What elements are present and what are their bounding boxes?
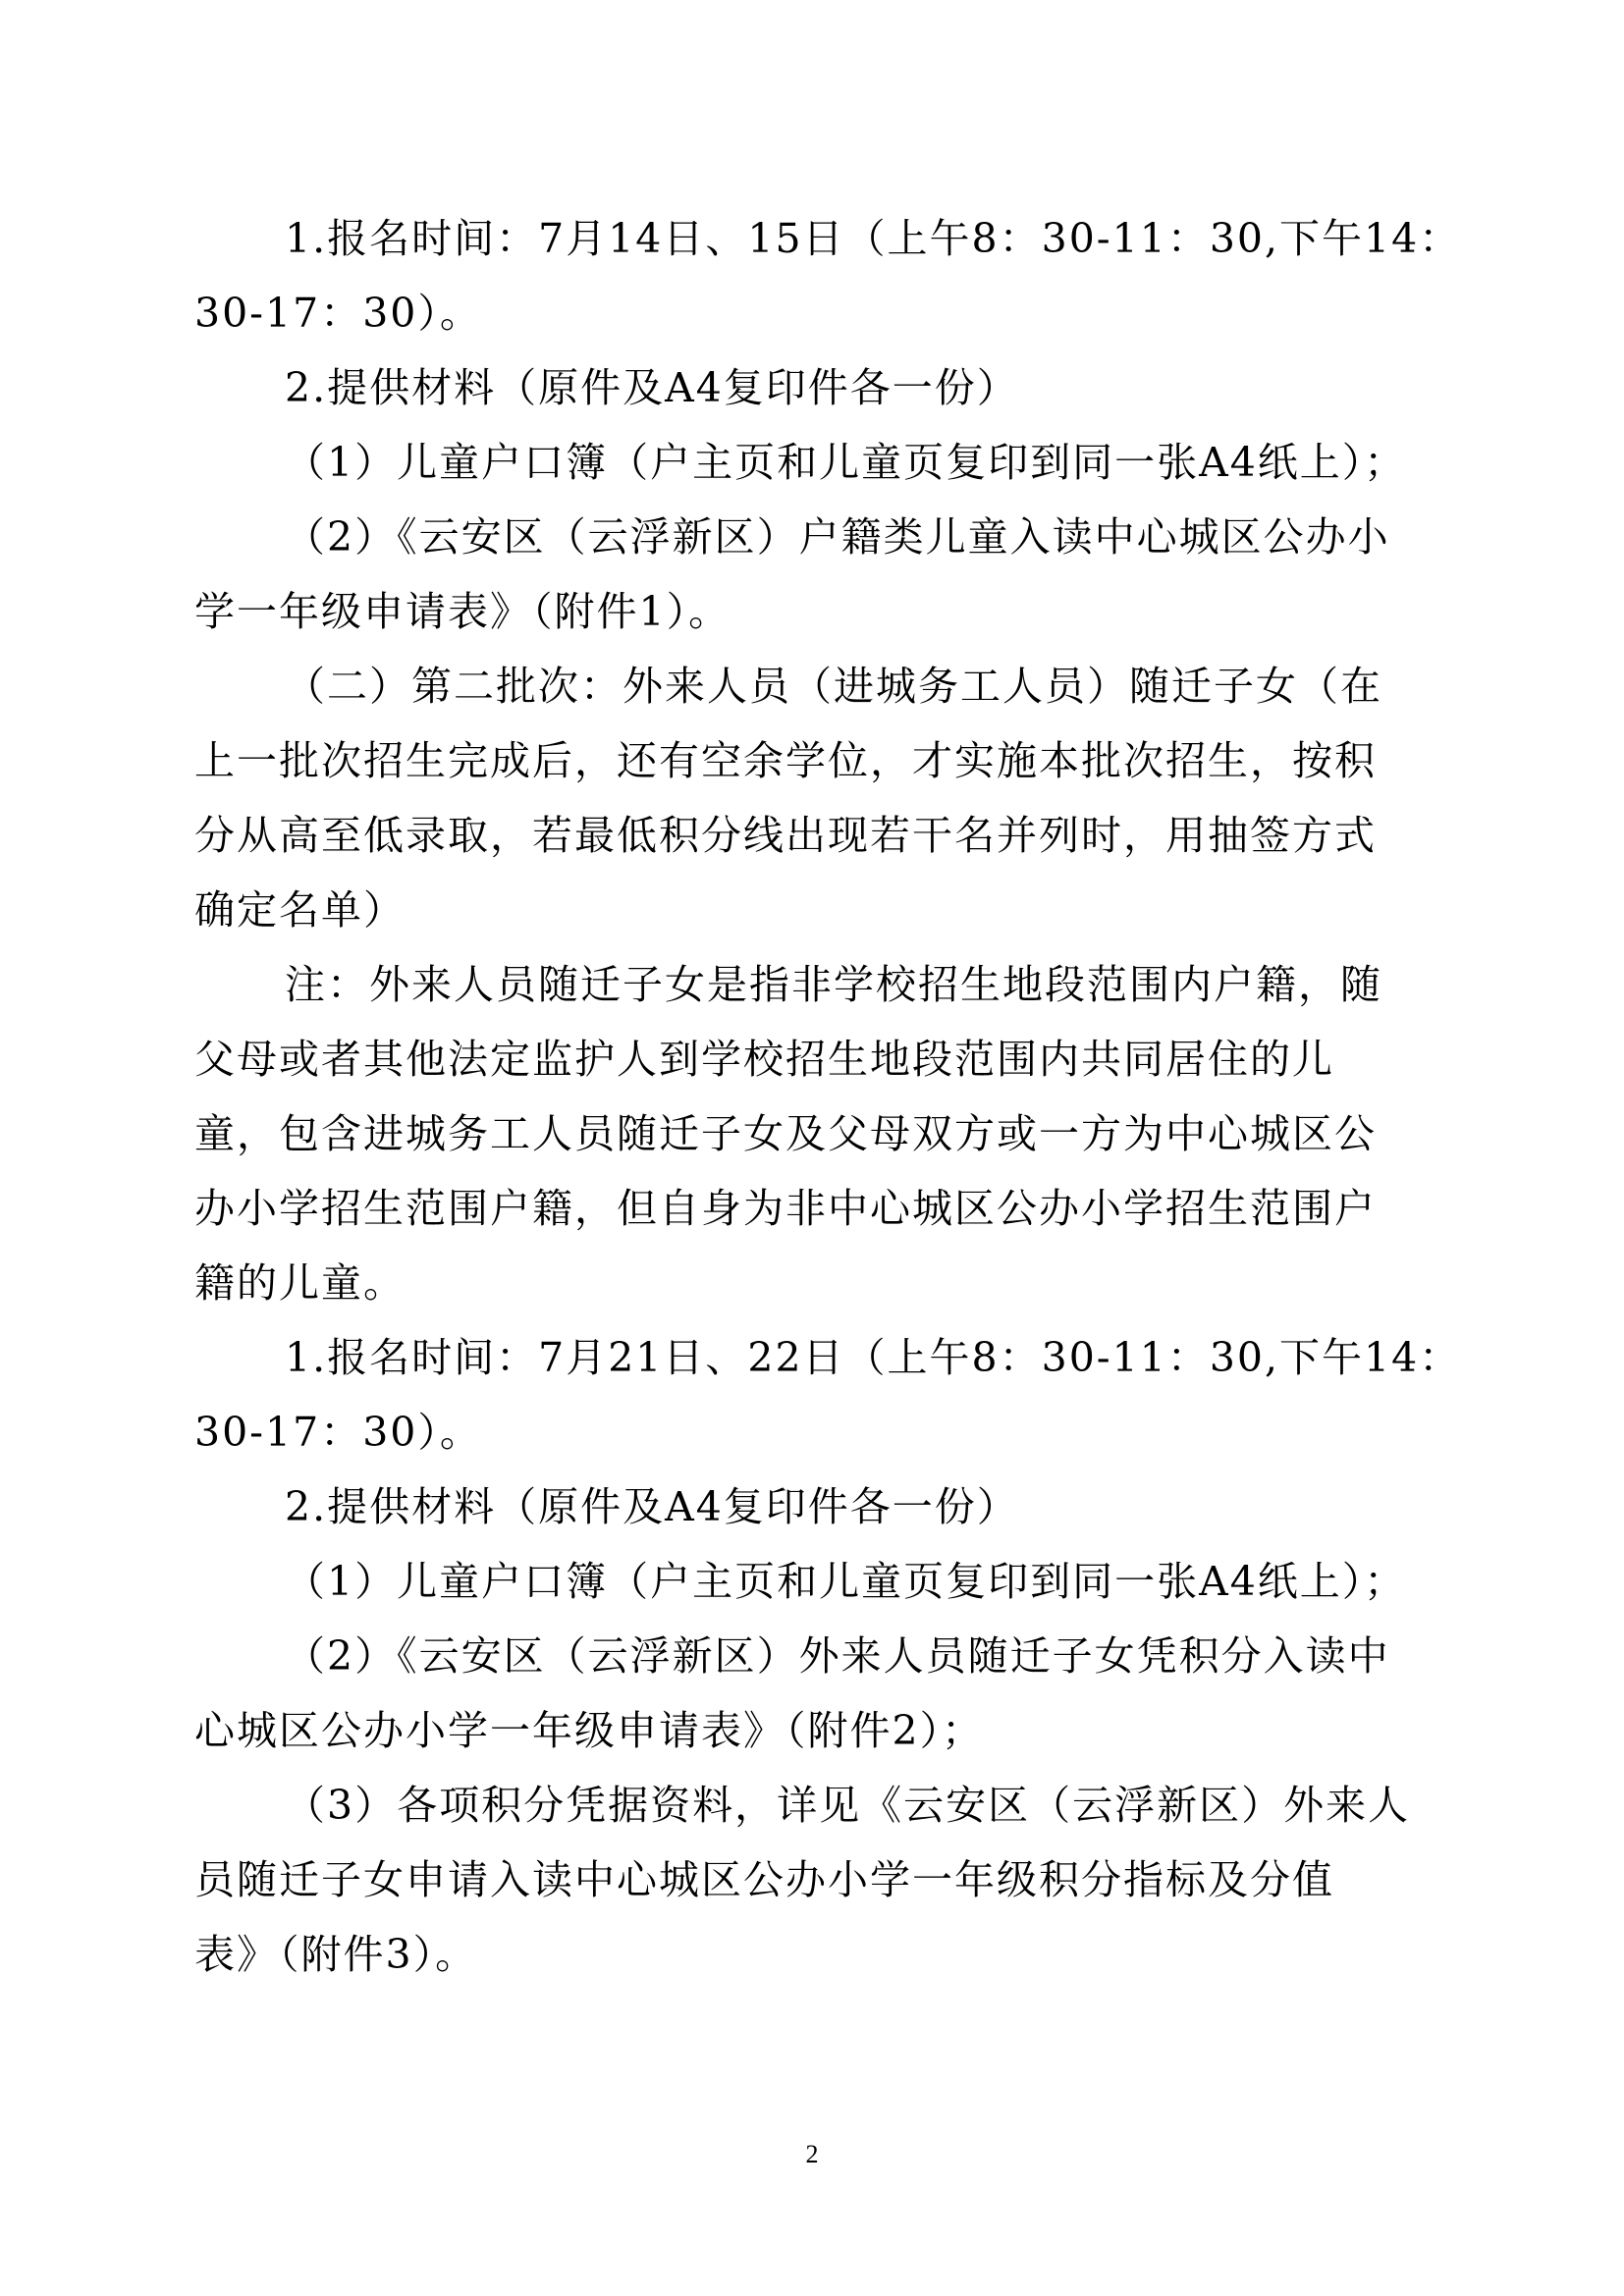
text-line: 表》（附件3）。 <box>194 1931 478 1978</box>
text-line: 童，包含进城务工人员随迁子女及父母双方或一方为中心城区公 <box>194 1110 1377 1157</box>
text-line: 2.提供材料（原件及A4复印件各一份） <box>285 364 1019 411</box>
text-line: 30-17：30）。 <box>194 290 482 337</box>
text-line: 籍的儿童。 <box>194 1259 406 1307</box>
text-line: 办小学招生范围户籍，但自身为非中心城区公办小学招生范围户 <box>194 1185 1377 1232</box>
text-line: （二）第二批次：外来人员（进城务工人员）随迁子女（在 <box>285 663 1382 710</box>
text-line: 上一批次招生完成后，还有空余学位，才实施本批次招生，按积 <box>194 737 1377 784</box>
text-line: 员随迁子女申请入读中心城区公办小学一年级积分指标及分值 <box>194 1856 1334 1903</box>
text-line: 1.报名时间：7月14日、15日（上午8：30-11：30,下午14： <box>285 215 1462 262</box>
page-number: 2 <box>805 2140 819 2168</box>
text-line: 注：外来人员随迁子女是指非学校招生地段范围内户籍，随 <box>285 961 1382 1008</box>
text-line: 父母或者其他法定监护人到学校招生地段范围内共同居住的儿 <box>194 1036 1334 1083</box>
text-line: 1.报名时间：7月21日、22日（上午8：30-11：30,下午14： <box>285 1334 1462 1381</box>
text-line: （1）儿童户口簿（户主页和儿童页复印到同一张A4纸上）； <box>285 439 1407 486</box>
text-line: （3）各项积分凭据资料，详见《云安区（云浮新区）外来人 <box>285 1782 1411 1829</box>
text-line: 30-17：30）。 <box>194 1409 482 1456</box>
text-line: 心城区公办小学一年级申请表》（附件2）； <box>194 1707 985 1754</box>
text-line: 分从高至低录取，若最低积分线出现若干名并列时，用抽签方式 <box>194 812 1377 859</box>
text-line: （2）《云安区（云浮新区）外来人员随迁子女凭积分入读中 <box>285 1632 1390 1680</box>
text-line: 学一年级申请表》（附件1）。 <box>194 588 731 635</box>
text-line: 确定名单） <box>194 886 406 934</box>
text-line: 2.提供材料（原件及A4复印件各一份） <box>285 1483 1019 1530</box>
text-line: （2）《云安区（云浮新区）户籍类儿童入读中心城区公办小 <box>285 513 1390 561</box>
text-line: （1）儿童户口簿（户主页和儿童页复印到同一张A4纸上）； <box>285 1558 1407 1605</box>
